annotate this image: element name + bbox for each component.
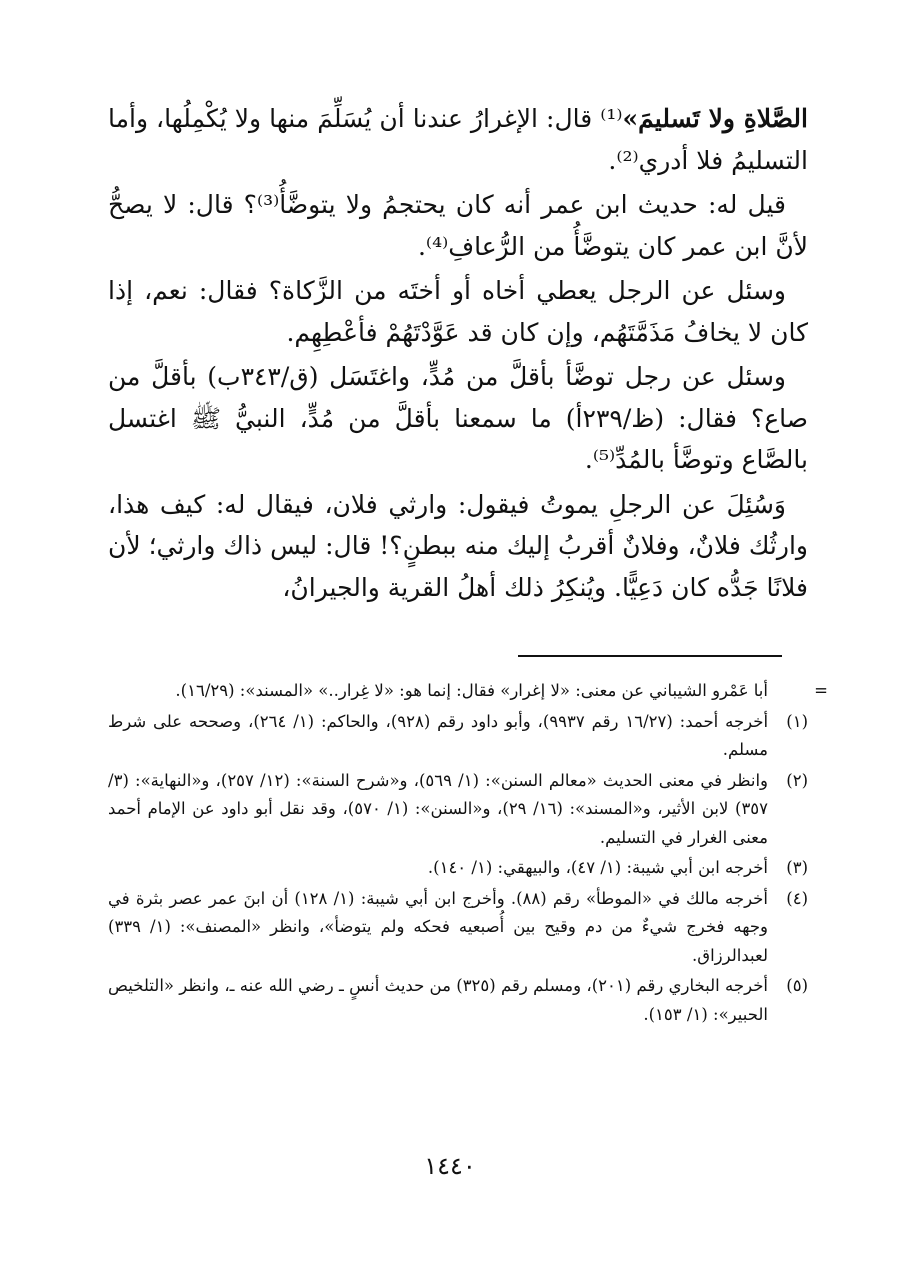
footnote-text: أخرجه أحمد: (١٦/٢٧ رقم ٩٩٣٧)، وأبو داود رقم (٩٢٨)، والحاكم: (١/ ٢٦٤)، وصححه على شرط مسلم. xyxy=(108,711,769,759)
footnotes xyxy=(108,677,828,1031)
paragraph-1 xyxy=(108,98,808,181)
main-text xyxy=(108,98,808,611)
paragraph-5-text: وَسُئِلَ عن الرجلِ يموتُ فيقول: وارثي فلان، فيقال له: كيف هذا، وارثُك فلانٌ، وفلانٌ أقربُ إليك منه ببطنٍ؟! قال: ليس ذاك وارثي؛ لأن فلانًا جَدُّه كان دَعِيًّا. ويُنكِرُ ذلك أهلُ القرية والجيرانُ، xyxy=(108,489,808,602)
paragraph-1-rest: ⁽¹⁾ قال: الإغرارُ عندنا أن يُسَلِّمَ منها ولا يُكْمِلُها، وأما التسليمُ فلا أدري⁽²⁾. xyxy=(108,104,808,175)
footnote-3 xyxy=(108,854,808,883)
footnote-separator xyxy=(518,655,782,657)
footnote-text: أبا عَمْرو الشيباني عن معنى: «لا إغرار» فقال: إنما هو: «لا غِرار..» «المسند»: (١٦/٢٩). xyxy=(175,681,768,700)
footnote-2 xyxy=(108,767,808,853)
continuation-mark: = xyxy=(814,681,828,700)
paragraph-2 xyxy=(108,184,808,267)
footnote-1 xyxy=(108,708,808,765)
paragraph-3-text: وسئل عن الرجل يعطي أخاه أو أختَه من الزَّكاة؟ فقال: نعم، إذا كان لا يخافُ مَذَمَّتَهُم، وإن كان قد عَوَّدْتَهُمْ فأعْطِهِم. xyxy=(108,276,808,347)
paragraph-5 xyxy=(108,484,808,609)
page-number: ١٤٤٠ xyxy=(424,1152,476,1180)
footnote-number: (٥) xyxy=(786,976,808,995)
footnote-number: (١) xyxy=(786,711,808,731)
footnote-number: (٤) xyxy=(786,888,808,908)
footnote-number: (٣) xyxy=(786,858,808,877)
footnote-text: أخرجه مالك في «الموطأ» رقم (٨٨). وأخرج ابن أبي شيبة: (١/ ١٢٨) أن ابنَ عمر عصر بثرة في وجهه فخرج شيءٌ من دم وقيح بين أُصبعيه فحكه ولم يتوضأ»، وانظر «المصنف»: (١/ ٣٣٩) لعبدالرزاق. xyxy=(108,888,768,965)
bold-quote: الصَّلاةِ ولا تَسليمَ» xyxy=(622,104,808,133)
paragraph-4 xyxy=(108,356,808,481)
paragraph-2-text: قيل له: حديث ابن عمر أنه كان يحتجمُ ولا يتوضَّأُ⁽³⁾؟ قال: لا يصحُّ لأنَّ ابن عمر كان يتوضَّأُ من الرُّعافِ⁽⁴⁾. xyxy=(108,190,808,261)
footnote-4 xyxy=(108,885,808,971)
footnote-text: أخرجه ابن أبي شيبة: (١/ ٤٧)، والبيهقي: (١/ ١٤٠). xyxy=(427,858,768,877)
footnote-continued xyxy=(108,677,828,706)
paragraph-4-text: وسئل عن رجل توضَّأ بأقلَّ من مُدٍّ، واغتَسَل (ق/٣٤٣ب) بأقلَّ من صاع؟ فقال: (ظ/٢٣٩أ) ما سمعنا بأقلَّ من مُدٍّ، النبيُّ ﷺ اغتسل بالصَّاع وتوضَّأ بالمُدِّ⁽⁵⁾. xyxy=(108,362,808,474)
footnote-text: وانظر في معنى الحديث «معالم السنن»: (١/ ٥٦٩)، و«شرح السنة»: (١٢/ ٢٥٧)، و«النهاية»: (٣/ ٣٥٧) لابن الأثير، و«المسند»: (١٦/ ٢٩)، و«السنن»: (١/ ٥٧٠)، وقد نقل أبو داود عن الإمام أحمد معنى الغرار في التسليم. xyxy=(108,770,769,847)
paragraph-3 xyxy=(108,270,808,353)
footnote-number: (٢) xyxy=(786,770,808,790)
footnote-5 xyxy=(108,972,808,1029)
footnote-text: أخرجه البخاري رقم (٢٠١)، ومسلم رقم (٣٢٥) من حديث أنسٍ ـ رضي الله عنه ـ، وانظر «التلخيص الحبير»: (١/ ١٥٣). xyxy=(108,976,768,1024)
